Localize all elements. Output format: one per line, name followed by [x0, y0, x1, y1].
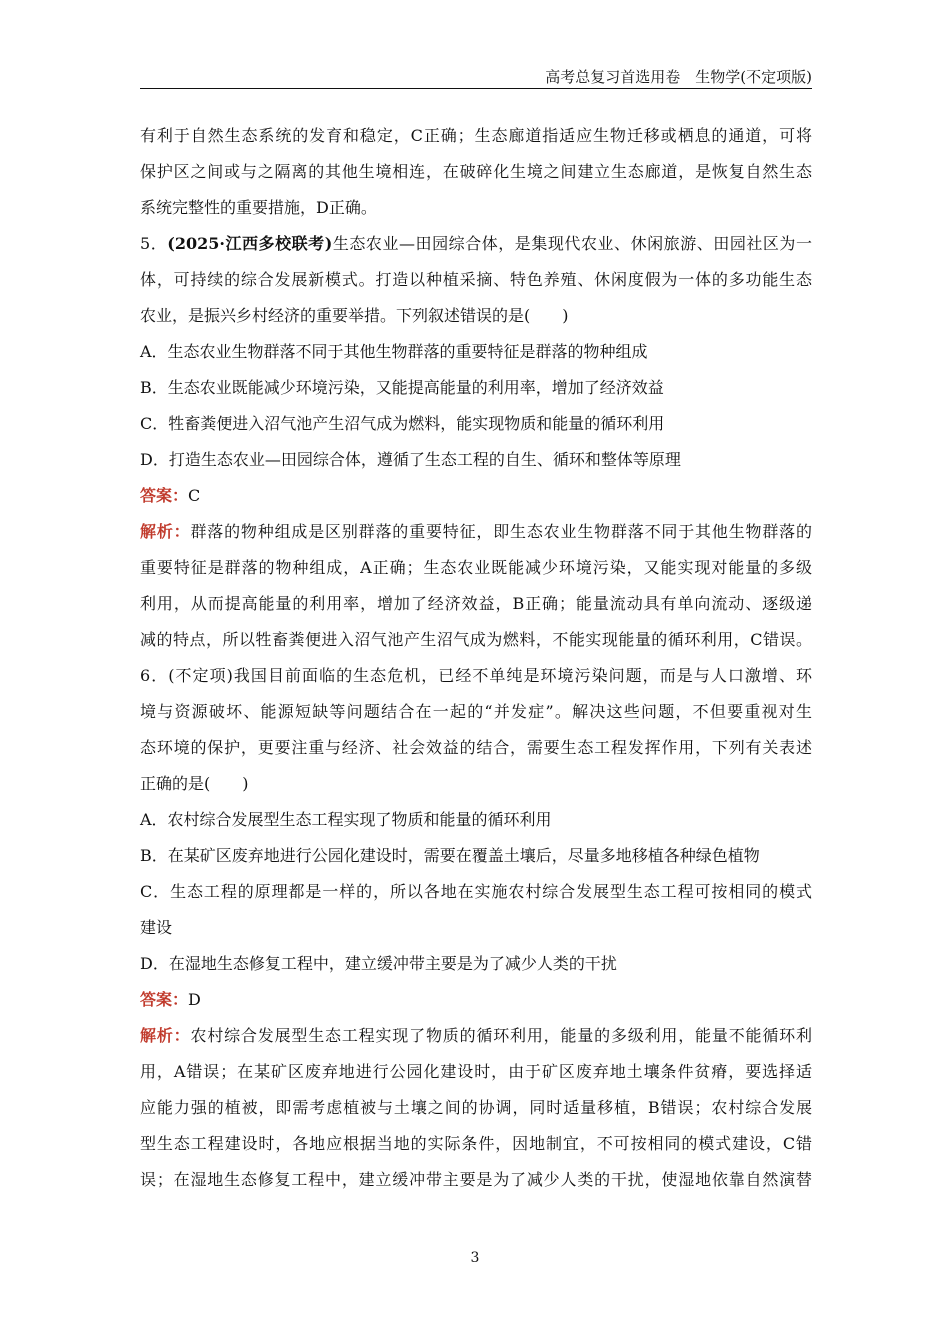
answer-label: 答案：: [140, 486, 189, 505]
question-stem-line: 体，可持续的综合发展新模式。打造以种植采摘、特色养殖、休闲度假为一体的多功能生态: [140, 270, 812, 289]
option-b: B．在某矿区废弃地进行公园化建设时，需要在覆盖土壤后，尽量多地移植各种绿色植物: [140, 846, 760, 865]
question-stem-text: (不定项)我国目前面临的生态危机，已经不单纯是环境污染问题，而是与人口激增、环: [168, 666, 812, 685]
text-line: 有利于自然生态系统的发育和稳定，C正确；生态廊道指适应生物迁移或栖息的通道，可将: [140, 126, 812, 145]
page-content: [140, 118, 812, 1198]
option-a: A．生态农业生物群落不同于其他生物群落的重要特征是群落的物种组成: [140, 342, 648, 361]
analysis-line: [140, 514, 812, 550]
analysis-label: 解析：: [140, 522, 191, 541]
question-number: 6．: [140, 666, 169, 685]
analysis-line: 重要特征是群落的物种组成，A正确；生态农业既能减少环境污染，又能实现对能量的多级: [140, 558, 812, 577]
question-stem-line: 境与资源破坏、能源短缺等问题结合在一起的“并发症”。解决这些问题，不但要重视对生: [140, 702, 812, 721]
analysis-line: 应能力强的植被，即需考虑植被与土壤之间的协调，同时适量移植，B错误；农村综合发展: [140, 1098, 812, 1117]
option-d: D．打造生态农业—田园综合体，遵循了生态工程的自生、循环和整体等原理: [140, 450, 681, 469]
header-title: 高考总复习首选用卷 生物学(不定项版): [545, 68, 812, 86]
option-b: B．生态农业既能减少环境污染，又能提高能量的利用率，增加了经济效益: [140, 378, 664, 397]
text-line: 系统完整性的重要措施，D正确。: [140, 198, 377, 217]
analysis-line: 型生态工程建设时，各地应根据当地的实际条件，因地制宜，不可按相同的模式建设，C错: [140, 1134, 812, 1153]
question-stem-line: 农业，是振兴乡村经济的重要举措。下列叙述错误的是( ): [140, 306, 569, 325]
question-stem-line: 态环境的保护，更要注重与经济、社会效益的结合，需要生态工程发挥作用，下列有关表述: [140, 738, 812, 757]
answer-value: D: [188, 990, 201, 1009]
question-source: (2025·江西多校联考): [167, 234, 333, 253]
text-line: 保护区之间或与之隔离的其他生境相连，在破碎化生境之间建立生态廊道，是恢复自然生态: [140, 162, 812, 181]
answer-value: C: [188, 486, 201, 505]
analysis-line: [140, 1018, 812, 1054]
option-a: A．农村综合发展型生态工程实现了物质和能量的循环利用: [140, 810, 552, 829]
option-c: C．生态工程的原理都是一样的，所以各地在实施农村综合发展型生态工程可按相同的模式: [140, 882, 812, 901]
option-d: D．在湿地生态修复工程中，建立缓冲带主要是为了减少人类的干扰: [140, 954, 617, 973]
page-number: 3: [470, 1250, 480, 1266]
analysis-line: 减的特点，所以牲畜粪便进入沼气池产生沼气成为燃料，不能实现能量的循环利用，C错误。: [140, 630, 812, 649]
answer-line: [140, 478, 812, 514]
answer-line: [140, 982, 812, 1018]
question-number: 5．: [140, 234, 168, 253]
question-stem-line: [140, 226, 812, 262]
analysis-text: 农村综合发展型生态工程实现了物质的循环利用，能量的多级利用，能量不能循环利: [190, 1026, 812, 1045]
question-stem-text: 生态农业—田园综合体，是集现代农业、休闲旅游、田园社区为一: [332, 234, 812, 253]
analysis-line: 利用，从而提高能量的利用率，增加了经济效益，B正确；能量流动具有单向流动、逐级递: [140, 594, 812, 613]
analysis-line: 误；在湿地生态修复工程中，建立缓冲带主要是为了减少人类的干扰，使湿地依靠自然演替: [140, 1170, 812, 1189]
question-stem-line: 正确的是( ): [140, 774, 249, 793]
option-c: C．牲畜粪便进入沼气池产生沼气成为燃料，能实现物质和能量的循环利用: [140, 414, 665, 433]
question-6: [140, 658, 812, 1198]
option-c-continued: 建设: [140, 918, 173, 937]
analysis-label: 解析：: [140, 1026, 191, 1045]
question-stem-line: [140, 658, 812, 694]
question-5: [140, 226, 812, 658]
analysis-text: 群落的物种组成是区别群落的重要特征，即生态农业生物群落不同于其他生物群落的: [190, 522, 812, 541]
analysis-line: 用，A错误；在某矿区废弃地进行公园化建设时，由于矿区废弃地土壤条件贫瘠，要选择适: [140, 1062, 812, 1081]
page-header: [140, 66, 812, 89]
answer-label: 答案：: [140, 990, 189, 1009]
